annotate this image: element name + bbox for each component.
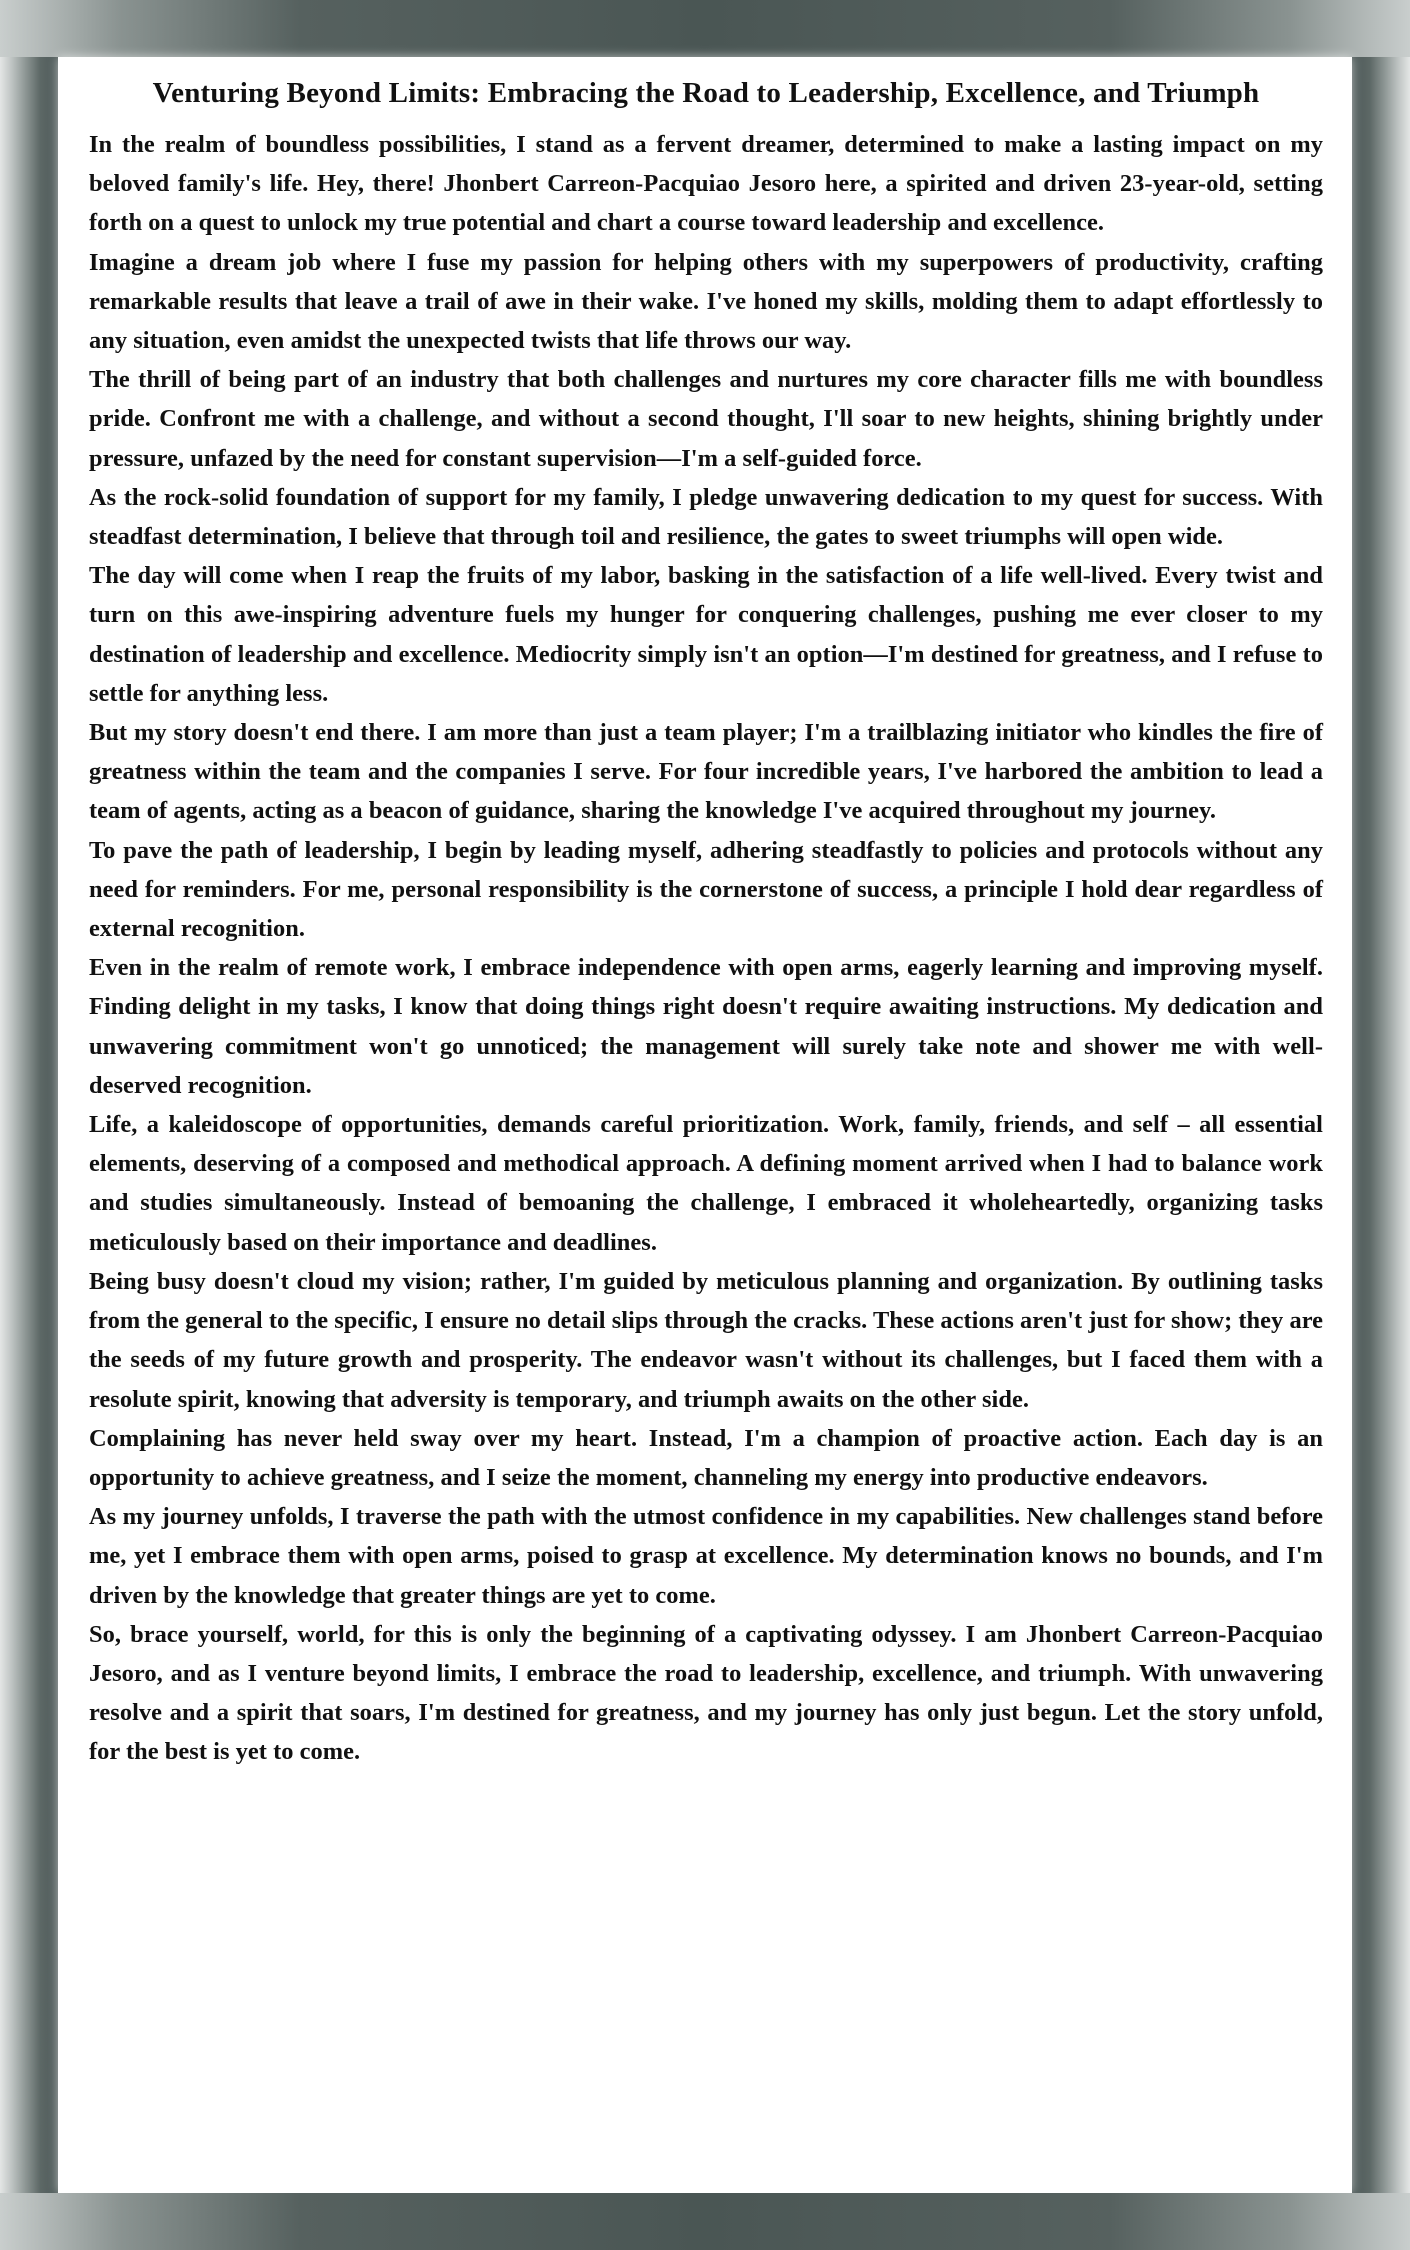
- paragraph-remote-work: Even in the realm of remote work, I embrace independence with open arms, eagerly learning and improving myself. Finding delight in my tasks, I know that doing things right doesn't require awaiting instructions. My dedication and unwavering commitment won't go unnoticed; the management will surely take note and shower me with well-deserved recognition.: [89, 954, 1323, 1099]
- paragraph-conclusion: So, brace yourself, world, for this is only the beginning of a captivating odyssey. I am Jhonbert Carreon-Pacquiao Jesoro, and as I venture beyond limits, I embrace the road to leadership, excellence, and triumph. With unwavering resolve and a spirit that soars, I'm destined for greatness, and my journey has only just begun. Let the story unfold, for the best is yet to come.: [89, 1620, 1323, 1766]
- document-title: Venturing Beyond Limits: Embracing the Road to Leadership, Excellence, and Triumph: [152, 77, 1260, 109]
- paragraph-family-support: As the rock-solid foundation of support for my family, I pledge unwavering dedication to my quest for success. With steadfast determination, I believe that through toil and resilience, the gates to sweet triumphs will open wide.: [89, 483, 1323, 551]
- document-page: [58, 57, 1352, 2193]
- paragraph-intro: In the realm of boundless possibilities, I stand as a fervent dreamer, determined to make a lasting impact on my beloved family's life. Hey, there! Jhonbert Carreon-Pacquiao Jesoro here, a spirited and driven 23-year-old, setting forth on a quest to unlock my true potential and chart a course toward leadership and excellence.: [89, 131, 1323, 237]
- paragraph-leading-myself: To pave the path of leadership, I begin by leading myself, adhering steadfastly to policies and protocols without any need for reminders. For me, personal responsibility is the cornerstone of success, a principle I hold dear regardless of external recognition.: [89, 836, 1323, 943]
- paragraph-industry: The thrill of being part of an industry that both challenges and nurtures my core character fills me with boundless pride. Confront me with a challenge, and without a second thought, I'll soar to new heights, shining brightly under pressure, unfazed by the need for constant supervision—I'm a self-guided force.: [89, 366, 1323, 472]
- bottom-decorative-band: [0, 2193, 1410, 2250]
- document-content: [89, 73, 1323, 1772]
- paragraph-prioritization: Life, a kaleidoscope of opportunities, demands careful prioritization. Work, family, friends, and self – all essential elements, deserving of a composed and methodical approach. A defining moment arrived when I had to balance work and studies simultaneously. Instead of bemoaning the challenge, I embraced it wholeheartedly, organizing tasks meticulously based on their importance and deadlines.: [89, 1111, 1323, 1256]
- paragraph-team-player: But my story doesn't end there. I am more than just a team player; I'm a trailblazing initiator who kindles the fire of greatness within the team and the companies I serve. For four incredible years, I've harbored the ambition to lead a team of agents, acting as a beacon of guidance, sharing the knowledge I've acquired throughout my journey.: [89, 719, 1323, 825]
- paragraph-dream-job: Imagine a dream job where I fuse my passion for helping others with my superpowers of productivity, crafting remarkable results that leave a trail of awe in their wake. I've honed my skills, molding them to adapt effortlessly to any situation, even amidst the unexpected twists that life throws our way.: [89, 248, 1323, 355]
- paragraph-fruits-of-labor: The day will come when I reap the fruits of my labor, basking in the satisfaction of a life well-lived. Every twist and turn on this awe-inspiring adventure fuels my hunger for conquering challenges, pushing me ever closer to my destination of leadership and excellence. Mediocrity simply isn't an option—I'm destined for greatness, and I refuse to settle for anything less.: [89, 562, 1323, 707]
- paragraph-planning: Being busy doesn't cloud my vision; rather, I'm guided by meticulous planning and organization. By outlining tasks from the general to the specific, I ensure no detail slips through the cracks. These actions aren't just for show; they are the seeds of my future growth and prosperity. The endeavor wasn't without its challenges, but I faced them with a resolute spirit, knowing that adversity is temporary, and triumph awaits on the other side.: [89, 1267, 1323, 1413]
- top-decorative-band: [0, 0, 1410, 57]
- paragraph-journey: As my journey unfolds, I traverse the path with the utmost confidence in my capabilities. New challenges stand before me, yet I embrace them with open arms, poised to grasp at excellence. My determination knows no bounds, and I'm driven by the knowledge that greater things are yet to come.: [89, 1503, 1323, 1609]
- paragraph-proactive: Complaining has never held sway over my heart. Instead, I'm a champion of proactive action. Each day is an opportunity to achieve greatness, and I seize the moment, channeling my energy into productive endeavors.: [89, 1424, 1323, 1491]
